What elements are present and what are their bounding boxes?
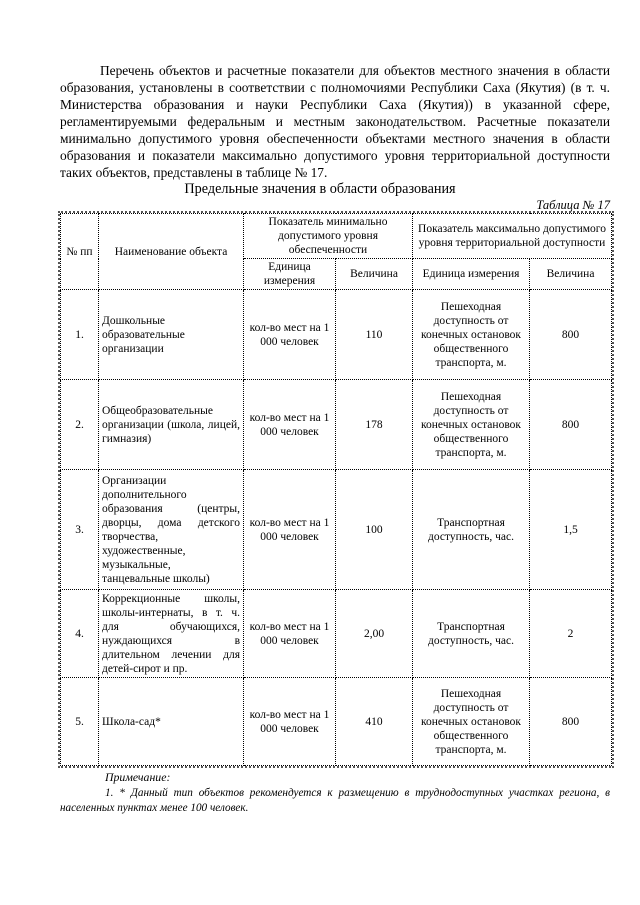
row-max-unit: Пешеходная доступность от конечных остановок общественного транспорта, м.	[413, 678, 530, 766]
row-min-value: 2,00	[336, 590, 413, 678]
row-min-unit: кол-во мест на 1 000 человек	[244, 678, 336, 766]
row-max-unit: Транспортная доступность, час.	[413, 590, 530, 678]
intro-text: Перечень объектов и расчетные показатели для объектов местного значения в области образования, установлены в соответствии с полномочиями Республики Саха (Якутия) (в т. ч. Министерства образования и науки Республики Саха (Якутия)) в указанной сфере, регламентируемыми федеральным и местным законодательством. Расчетные показатели минимально допустимого уровня обеспеченности объектами местного значения в области образования и показатели максимально допустимого уровня территориальной доступности таких объектов, представлены в таблице № 17.	[60, 63, 610, 180]
row-max-unit: Транспортная доступность, час.	[413, 470, 530, 590]
row-num: 3.	[61, 470, 99, 590]
row-name: Дошкольные образовательные организации	[99, 290, 244, 380]
table-header-row	[61, 214, 612, 259]
row-min-unit: кол-во мест на 1 000 человек	[244, 380, 336, 470]
row-max-value: 800	[530, 290, 612, 380]
row-min-unit: кол-во мест на 1 000 человек	[244, 290, 336, 380]
header-max-unit: Единица измерения	[413, 259, 530, 290]
row-min-unit: кол-во мест на 1 000 человек	[244, 590, 336, 678]
header-max-group: Показатель максимально допустимого уровня территориальной доступности	[413, 214, 612, 259]
row-max-value: 2	[530, 590, 612, 678]
header-min-group: Показатель минимально допустимого уровня обеспеченности	[244, 214, 413, 259]
row-name: Общеобразовательные организации (школа, лицей, гимназия)	[99, 380, 244, 470]
row-min-value: 100	[336, 470, 413, 590]
table-row	[61, 290, 612, 380]
header-max-value: Величина	[530, 259, 612, 290]
row-max-value: 1,5	[530, 470, 612, 590]
row-min-value: 410	[336, 678, 413, 766]
table-row	[61, 470, 612, 590]
table-number: Таблица № 17	[536, 198, 610, 212]
row-num: 1.	[61, 290, 99, 380]
header-min-unit: Единица измерения	[244, 259, 336, 290]
intro-paragraph	[60, 62, 610, 181]
row-max-unit: Пешеходная доступность от конечных остановок общественного транспорта, м.	[413, 380, 530, 470]
education-limits-table	[60, 213, 612, 766]
row-num: 4.	[61, 590, 99, 678]
row-num: 5.	[61, 678, 99, 766]
row-name: Коррекционные школы, школы-интернаты, в т. ч. для обучающихся, нуждающихся в длительном лечении для детей-сирот и пр.	[99, 590, 244, 678]
header-num: № пп	[61, 214, 99, 290]
row-min-value: 110	[336, 290, 413, 380]
table-row	[61, 380, 612, 470]
header-name: Наименование объекта	[99, 214, 244, 290]
row-max-unit: Пешеходная доступность от конечных остановок общественного транспорта, м.	[413, 290, 530, 380]
row-num: 2.	[61, 380, 99, 470]
note-text: 1. * Данный тип объектов рекомендуется к размещению в труднодоступных участках региона, в населенных пунктах менее 100 человек.	[60, 787, 610, 814]
table-row	[61, 678, 612, 766]
note-title: Примечание:	[105, 770, 171, 784]
row-max-value: 800	[530, 678, 612, 766]
header-min-value: Величина	[336, 259, 413, 290]
row-min-unit: кол-во мест на 1 000 человек	[244, 470, 336, 590]
table-title: Предельные значения в области образования	[184, 181, 456, 197]
table-row	[61, 590, 612, 678]
row-name: Организации дополнительного образования (центры, дворцы, дома детского творчества, художественные, музыкальные, танцевальные школы)	[99, 470, 244, 590]
row-max-value: 800	[530, 380, 612, 470]
row-min-value: 178	[336, 380, 413, 470]
row-name: Школа-сад*	[99, 678, 244, 766]
